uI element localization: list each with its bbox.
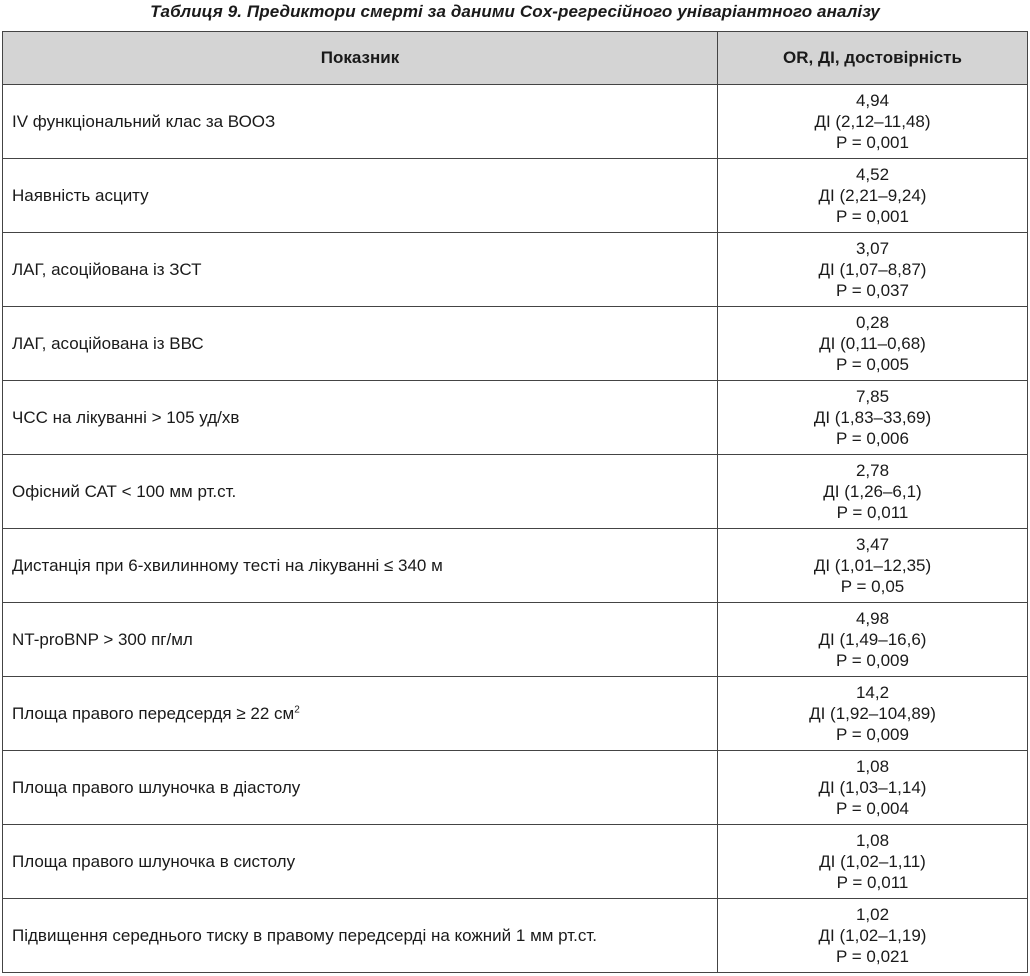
column-header-or-ci-p: OR, ДІ, достовірність: [718, 32, 1028, 85]
table-row: [3, 899, 1028, 973]
p-value: P = 0,011: [836, 503, 909, 522]
row-indicator: ЛАГ, асоційована із ЗСТ: [3, 233, 718, 307]
row-stats: [718, 307, 1028, 381]
table-row: [3, 825, 1028, 899]
p-value: P = 0,001: [836, 133, 909, 152]
row-stats: [718, 751, 1028, 825]
p-value: P = 0,009: [836, 651, 909, 670]
or-value: 1,02: [855, 905, 890, 924]
row-stats: [718, 85, 1028, 159]
row-stats: [718, 899, 1028, 973]
table-row: [3, 677, 1028, 751]
p-value: P = 0,009: [836, 725, 909, 744]
superscript-2: 2: [294, 703, 300, 715]
table-header-row: [3, 32, 1028, 85]
row-indicator-text: Площа правого передсердя ≥ 22 см: [12, 703, 295, 723]
row-indicator: Підвищення середнього тиску в правому передсерді на кожний 1 мм рт.ст.: [3, 899, 718, 973]
p-value: P = 0,005: [836, 355, 909, 374]
table-row: [3, 529, 1028, 603]
confidence-interval: ДІ (1,02–1,11): [819, 852, 926, 871]
row-stats: [718, 603, 1028, 677]
confidence-interval: ДІ (0,11–0,68): [819, 334, 926, 353]
or-value: 7,85: [855, 387, 890, 406]
p-value: P = 0,004: [836, 799, 909, 818]
or-value: 0,28: [855, 313, 890, 332]
confidence-interval: ДІ (2,12–11,48): [814, 112, 931, 131]
table-row: [3, 381, 1028, 455]
or-value: 4,94: [855, 91, 890, 110]
row-indicator: Дистанція при 6-хвилинному тесті на лікуванні ≤ 340 м: [3, 529, 718, 603]
confidence-interval: ДІ (1,07–8,87): [818, 260, 927, 279]
row-indicator: Площа правого шлуночка в діастолу: [3, 751, 718, 825]
p-value: P = 0,05: [840, 577, 905, 596]
table-caption: Таблиця 9. Предиктори смерті за даними Cox-регресійного уніваріантного аналізу: [150, 2, 880, 21]
or-value: 4,98: [855, 609, 890, 628]
or-value: 2,78: [855, 461, 890, 480]
row-indicator: Площа правого шлуночка в систолу: [3, 825, 718, 899]
table-row: [3, 455, 1028, 529]
p-value: P = 0,011: [836, 873, 909, 892]
row-indicator: Наявність асциту: [3, 159, 718, 233]
table-row: [3, 751, 1028, 825]
row-indicator: Офісний САТ < 100 мм рт.ст.: [3, 455, 718, 529]
row-stats: [718, 529, 1028, 603]
p-value: P = 0,037: [836, 281, 909, 300]
confidence-interval: ДІ (1,01–12,35): [813, 556, 932, 575]
p-value: P = 0,001: [836, 207, 909, 226]
row-indicator: ЧСС на лікуванні > 105 уд/хв: [3, 381, 718, 455]
confidence-interval: ДІ (2,21–9,24): [818, 186, 927, 205]
or-value: 4,52: [855, 165, 890, 184]
p-value: P = 0,006: [836, 429, 909, 448]
or-value: 14,2: [855, 683, 890, 702]
predictors-table: [2, 31, 1028, 973]
table-row: [3, 603, 1028, 677]
row-stats: [718, 159, 1028, 233]
row-stats: [718, 233, 1028, 307]
table-row: [3, 307, 1028, 381]
or-value: 1,08: [855, 831, 890, 850]
p-value: P = 0,021: [836, 947, 909, 966]
row-indicator: IV функціональний клас за ВООЗ: [3, 85, 718, 159]
row-indicator: [3, 677, 718, 751]
table-body: [3, 85, 1028, 973]
or-value: 1,08: [855, 757, 890, 776]
table-row: [3, 159, 1028, 233]
row-indicator: ЛАГ, асоційована із ВВС: [3, 307, 718, 381]
column-header-indicator: Показник: [3, 32, 718, 85]
or-value: 3,07: [855, 239, 890, 258]
row-stats: [718, 825, 1028, 899]
row-stats: [718, 455, 1028, 529]
or-value: 3,47: [855, 535, 890, 554]
row-indicator: NT-proBNP > 300 пг/мл: [3, 603, 718, 677]
confidence-interval: ДІ (1,26–6,1): [823, 482, 922, 501]
table-row: [3, 233, 1028, 307]
confidence-interval: ДІ (1,83–33,69): [813, 408, 932, 427]
row-stats: [718, 381, 1028, 455]
table-row: [3, 85, 1028, 159]
row-stats: [718, 677, 1028, 751]
confidence-interval: ДІ (1,03–1,14): [818, 778, 927, 797]
confidence-interval: ДІ (1,49–16,6): [818, 630, 927, 649]
confidence-interval: ДІ (1,92–104,89): [809, 704, 936, 723]
confidence-interval: ДІ (1,02–1,19): [818, 926, 927, 945]
